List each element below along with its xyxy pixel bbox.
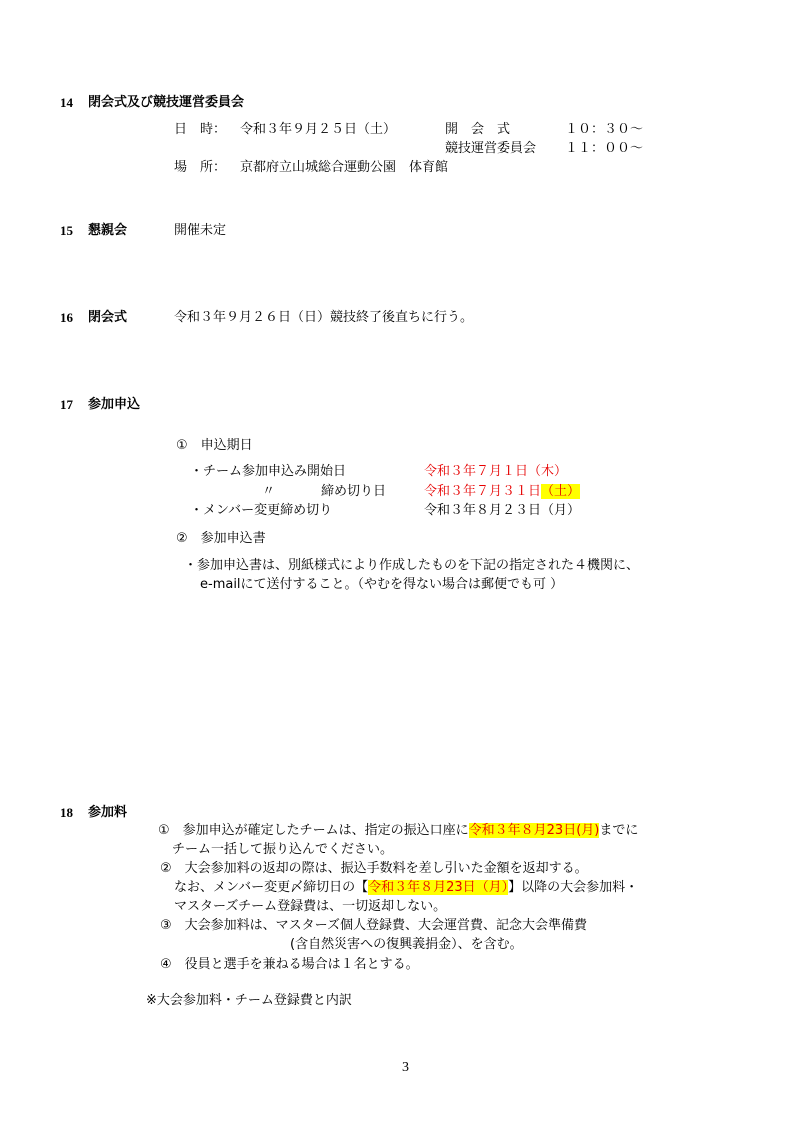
s18-item2-line2	[174, 879, 638, 897]
s18-item1-line1	[158, 822, 638, 840]
s18-item2-text-b: 】以降の大会参加料・	[508, 880, 639, 895]
s17-row1-value: 令和３年７月１日（木）	[424, 464, 568, 479]
section-16-title: 閉会式	[88, 310, 128, 325]
section-16-number: 16	[60, 310, 73, 325]
s17-desc-line1: ・参加申込書は、別紙様式により作成したものを下記の指定された４機関に、	[184, 558, 640, 573]
s17-row2-date: 令和３年７月３１日	[424, 484, 542, 499]
s18-item1-line2: チーム一括して振り込んでください。	[172, 842, 394, 857]
s18-item2-deadline-highlight: 令和３年８月23日（月）	[368, 880, 509, 895]
s14-date-value: 令和３年９月２５日（土）	[240, 122, 397, 137]
section-14-title: 閉会式及び競技運営委員会	[88, 95, 245, 110]
s14-event1-label: 開 会 式	[445, 122, 511, 137]
section-17-number: 17	[60, 397, 73, 412]
s18-item3-line2: (含自然災害への復興義捐金）、を含む。	[290, 937, 523, 952]
s14-event2-label: 競技運営委員会	[445, 141, 537, 156]
s17-row1-label: ・チーム参加申込み開始日	[190, 464, 347, 479]
s18-item2-text-a: なお、メンバー変更〆締切日の【	[174, 880, 369, 895]
s15-text: 開催未定	[174, 223, 227, 238]
section-17-title: 参加申込	[88, 397, 141, 412]
s17-desc-line2: e-mailにて送付すること。（やむを得ない場合は郵便でも可 ）	[200, 577, 564, 592]
s18-item2-line1: ② 大会参加料の返却の際は、振込手数料を差し引いた金額を返却する。	[160, 861, 588, 876]
s18-item3-line1: ③ 大会参加料は、マスターズ個人登録費、大会運営費、記念大会準備費	[160, 918, 588, 933]
s18-item1-text-b: までに	[599, 823, 639, 838]
s18-item2-line3: マスターズチーム登録費は、一切返却しない。	[174, 899, 447, 914]
s16-text: 令和３年９月２６日（日）競技終了後直ちに行う。	[174, 310, 474, 325]
s17-row2-label: 締め切り日	[321, 484, 387, 499]
s17-row2-value	[424, 483, 580, 501]
section-15-number: 15	[60, 223, 73, 238]
s14-event1-time: １０：３０～	[565, 122, 644, 137]
section-18-number: 18	[60, 805, 73, 820]
s18-item1-deadline-highlight: 令和３年８月23日(月)	[468, 823, 600, 838]
s14-date-label: 日 時：	[174, 122, 227, 137]
s17-row2-ditto: 〃	[262, 484, 276, 499]
s14-place-label: 場 所：	[174, 160, 227, 175]
s14-event2-time: １１：００～	[565, 141, 644, 156]
s17-sub1-heading: ① 申込期日	[176, 438, 253, 453]
s17-row2-day-highlight: （土）	[541, 484, 581, 499]
section-14-number: 14	[60, 95, 73, 110]
s14-place-value: 京都府立山城総合運動公園 体育館	[240, 160, 449, 175]
s18-note: ※大会参加料・チーム登録費と内訳	[146, 993, 352, 1008]
s17-row3-label: ・メンバー変更締め切り	[190, 503, 333, 518]
s17-row3-value: 令和３年８月２３日（月）	[424, 503, 581, 518]
s17-sub2-heading: ② 参加申込書	[176, 531, 266, 546]
page-number: 3	[402, 1060, 409, 1075]
section-15-title: 懇親会	[88, 223, 128, 238]
section-18-title: 参加料	[88, 805, 128, 820]
s18-item1-text-a: ① 参加申込が確定したチームは、指定の振込口座に	[158, 823, 469, 838]
s18-item4: ④ 役員と選手を兼ねる場合は１名とする。	[160, 957, 419, 972]
